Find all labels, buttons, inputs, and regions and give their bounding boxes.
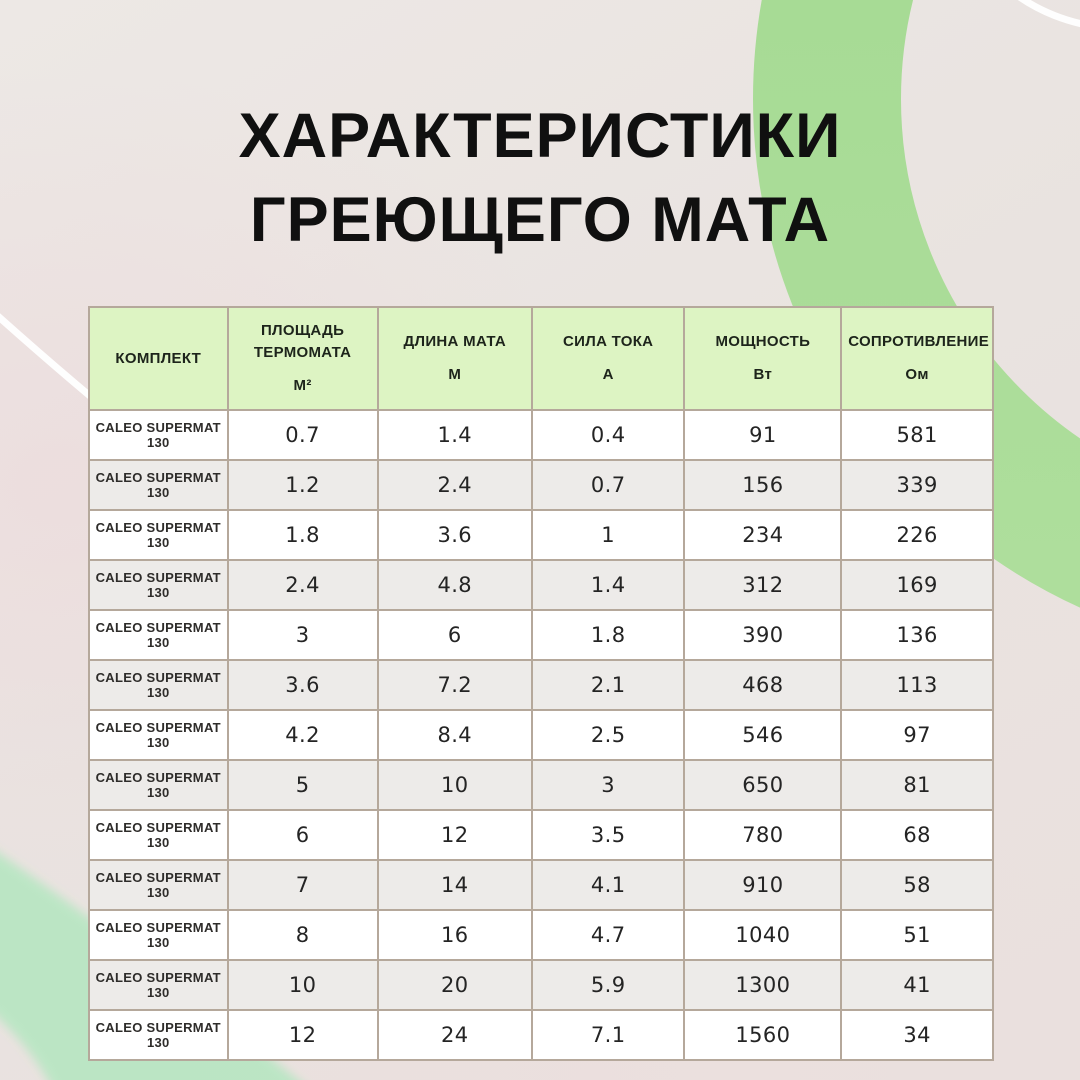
table-row [89, 560, 993, 610]
value-cell: 51 [841, 910, 993, 960]
value-cell: 0.7 [532, 460, 685, 510]
value-cell: 5.9 [532, 960, 685, 1010]
table-row [89, 610, 993, 660]
value-cell: 12 [378, 810, 532, 860]
table-row [89, 510, 993, 560]
value-cell: 58 [841, 860, 993, 910]
column-header [684, 307, 841, 410]
column-unit: Ом [905, 366, 929, 383]
value-cell: 136 [841, 610, 993, 660]
value-cell: 339 [841, 460, 993, 510]
value-cell: 0.4 [532, 410, 685, 460]
value-cell: 4.8 [378, 560, 532, 610]
kit-cell: CALEO SUPERMAT 130 [89, 610, 228, 660]
value-cell: 10 [378, 760, 532, 810]
table-row [89, 660, 993, 710]
value-cell: 10 [228, 960, 378, 1010]
white-line-decoration [0, 300, 102, 406]
table-row [89, 1010, 993, 1060]
value-cell: 1560 [684, 1010, 841, 1060]
value-cell: 3 [228, 610, 378, 660]
value-cell: 1 [532, 510, 685, 560]
value-cell: 780 [684, 810, 841, 860]
column-header [532, 307, 685, 410]
kit-cell: CALEO SUPERMAT 130 [89, 960, 228, 1010]
value-cell: 7.1 [532, 1010, 685, 1060]
value-cell: 468 [684, 660, 841, 710]
value-cell: 1040 [684, 910, 841, 960]
value-cell: 7.2 [378, 660, 532, 710]
value-cell: 41 [841, 960, 993, 1010]
value-cell: 1.8 [228, 510, 378, 560]
table-row [89, 910, 993, 960]
column-unit: Вт [753, 366, 773, 383]
table-row [89, 710, 993, 760]
page-title-line1: ХАРАКТЕРИСТИКИ [238, 101, 842, 171]
value-cell: 0.7 [228, 410, 378, 460]
table-header [89, 307, 993, 410]
kit-cell: CALEO SUPERMAT 130 [89, 910, 228, 960]
kit-cell: CALEO SUPERMAT 130 [89, 460, 228, 510]
kit-cell: CALEO SUPERMAT 130 [89, 510, 228, 560]
table-row [89, 460, 993, 510]
column-label: СИЛА ТОКА [563, 333, 654, 351]
table-row [89, 410, 993, 460]
value-cell: 4.1 [532, 860, 685, 910]
column-label: МОЩНОСТЬ [715, 333, 811, 351]
value-cell: 1.4 [378, 410, 532, 460]
column-label: ДЛИНА МАТА [403, 333, 506, 351]
value-cell: 8 [228, 910, 378, 960]
value-cell: 3.6 [378, 510, 532, 560]
value-cell: 6 [378, 610, 532, 660]
value-cell: 1.2 [228, 460, 378, 510]
value-cell: 14 [378, 860, 532, 910]
value-cell: 91 [684, 410, 841, 460]
column-label: КОМПЛЕКТ [115, 349, 202, 367]
kit-cell: CALEO SUPERMAT 130 [89, 810, 228, 860]
table-row [89, 760, 993, 810]
kit-cell: CALEO SUPERMAT 130 [89, 660, 228, 710]
table-row [89, 860, 993, 910]
kit-cell: CALEO SUPERMAT 130 [89, 860, 228, 910]
value-cell: 234 [684, 510, 841, 560]
value-cell: 2.5 [532, 710, 685, 760]
kit-cell: CALEO SUPERMAT 130 [89, 1010, 228, 1060]
value-cell: 3.5 [532, 810, 685, 860]
value-cell: 226 [841, 510, 993, 560]
value-cell: 546 [684, 710, 841, 760]
value-cell: 16 [378, 910, 532, 960]
value-cell: 7 [228, 860, 378, 910]
value-cell: 3 [532, 760, 685, 810]
value-cell: 312 [684, 560, 841, 610]
value-cell: 113 [841, 660, 993, 710]
value-cell: 6 [228, 810, 378, 860]
value-cell: 97 [841, 710, 993, 760]
table-row [89, 810, 993, 860]
value-cell: 156 [684, 460, 841, 510]
value-cell: 5 [228, 760, 378, 810]
value-cell: 1.8 [532, 610, 685, 660]
page-title-line2: ГРЕЮЩЕГО МАТА [249, 184, 831, 255]
column-unit: М² [293, 376, 312, 394]
value-cell: 169 [841, 560, 993, 610]
column-unit: М [448, 366, 462, 383]
column-header [378, 307, 532, 410]
page-title [0, 95, 1080, 263]
value-cell: 20 [378, 960, 532, 1010]
value-cell: 390 [684, 610, 841, 660]
value-cell: 650 [684, 760, 841, 810]
value-cell: 2.1 [532, 660, 685, 710]
column-header [228, 307, 378, 410]
value-cell: 2.4 [378, 460, 532, 510]
value-cell: 81 [841, 760, 993, 810]
table-body [89, 410, 993, 1060]
spec-table [88, 306, 994, 1061]
column-label: СОПРОТИВЛЕНИЕ [848, 333, 990, 351]
value-cell: 3.6 [228, 660, 378, 710]
value-cell: 581 [841, 410, 993, 460]
value-cell: 24 [378, 1010, 532, 1060]
value-cell: 12 [228, 1010, 378, 1060]
value-cell: 910 [684, 860, 841, 910]
value-cell: 4.2 [228, 710, 378, 760]
column-header [841, 307, 993, 410]
column-label: ПЛОЩАДЬ ТЕРМОМАТА [253, 322, 352, 362]
value-cell: 8.4 [378, 710, 532, 760]
column-header [89, 307, 228, 410]
white-ring-decoration [942, 0, 1080, 28]
value-cell: 2.4 [228, 560, 378, 610]
value-cell: 1.4 [532, 560, 685, 610]
column-unit: А [602, 366, 614, 383]
kit-cell: CALEO SUPERMAT 130 [89, 410, 228, 460]
value-cell: 4.7 [532, 910, 685, 960]
kit-cell: CALEO SUPERMAT 130 [89, 710, 228, 760]
value-cell: 34 [841, 1010, 993, 1060]
kit-cell: CALEO SUPERMAT 130 [89, 760, 228, 810]
table-row [89, 960, 993, 1010]
value-cell: 68 [841, 810, 993, 860]
header-row [89, 307, 993, 410]
kit-cell: CALEO SUPERMAT 130 [89, 560, 228, 610]
value-cell: 1300 [684, 960, 841, 1010]
